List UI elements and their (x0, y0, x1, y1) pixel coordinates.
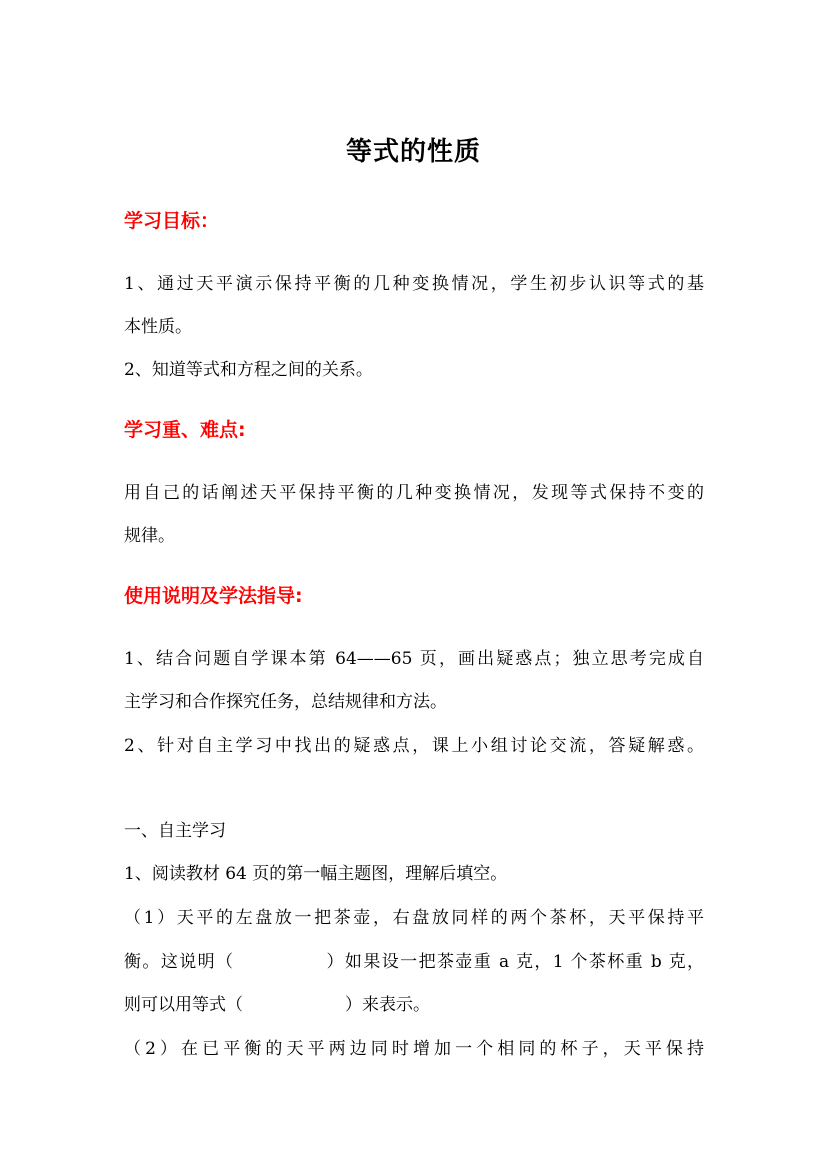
page-title: 等式的性质 (345, 137, 481, 167)
self-study-line-2: （1）天平的左盘放一把茶壶，右盘放同样的两个茶杯，天平保持平 (124, 908, 704, 928)
objectives-heading: 学习目标： (124, 210, 220, 232)
instructions-heading: 使用说明及学法指导: (124, 585, 303, 607)
self-study-line-5: （2）在已平衡的天平两边同时增加一个相同的杯子，天平保持 (124, 1039, 704, 1059)
objectives-line-1: 1、通过天平演示保持平衡的几种变换情况，学生初步认识等式的基 (124, 274, 704, 294)
instructions-line-1: 1、结合问题自学课本第 64——65 页，画出疑惑点；独立思考完成自 (124, 649, 704, 669)
key-points-line-2: 规律。 (124, 526, 175, 546)
objectives-line-2: 本性质。 (124, 317, 192, 337)
key-points-heading: 学习重、难点: (124, 419, 246, 441)
key-points-line-1: 用自己的话阐述天平保持平衡的几种变换情况，发现等式保持不变的 (124, 483, 704, 503)
instructions-line-2: 主学习和合作探究任务，总结规律和方法。 (124, 692, 447, 712)
instructions-line-3: 2、针对自主学习中找出的疑惑点，课上小组讨论交流，答疑解惑。 (124, 736, 704, 756)
self-study-line-3: 衡。这说明（ ）如果设一把茶壶重 a 克，1 个茶杯重 b 克， (124, 952, 704, 972)
self-study-section-title: 一、自主学习 (124, 821, 226, 841)
self-study-line-1: 1、阅读教材 64 页的第一幅主题图，理解后填空。 (124, 864, 508, 884)
self-study-line-4: 则可以用等式（ ）来表示。 (124, 995, 430, 1015)
objectives-line-3: 2、知道等式和方程之间的关系。 (124, 360, 373, 380)
